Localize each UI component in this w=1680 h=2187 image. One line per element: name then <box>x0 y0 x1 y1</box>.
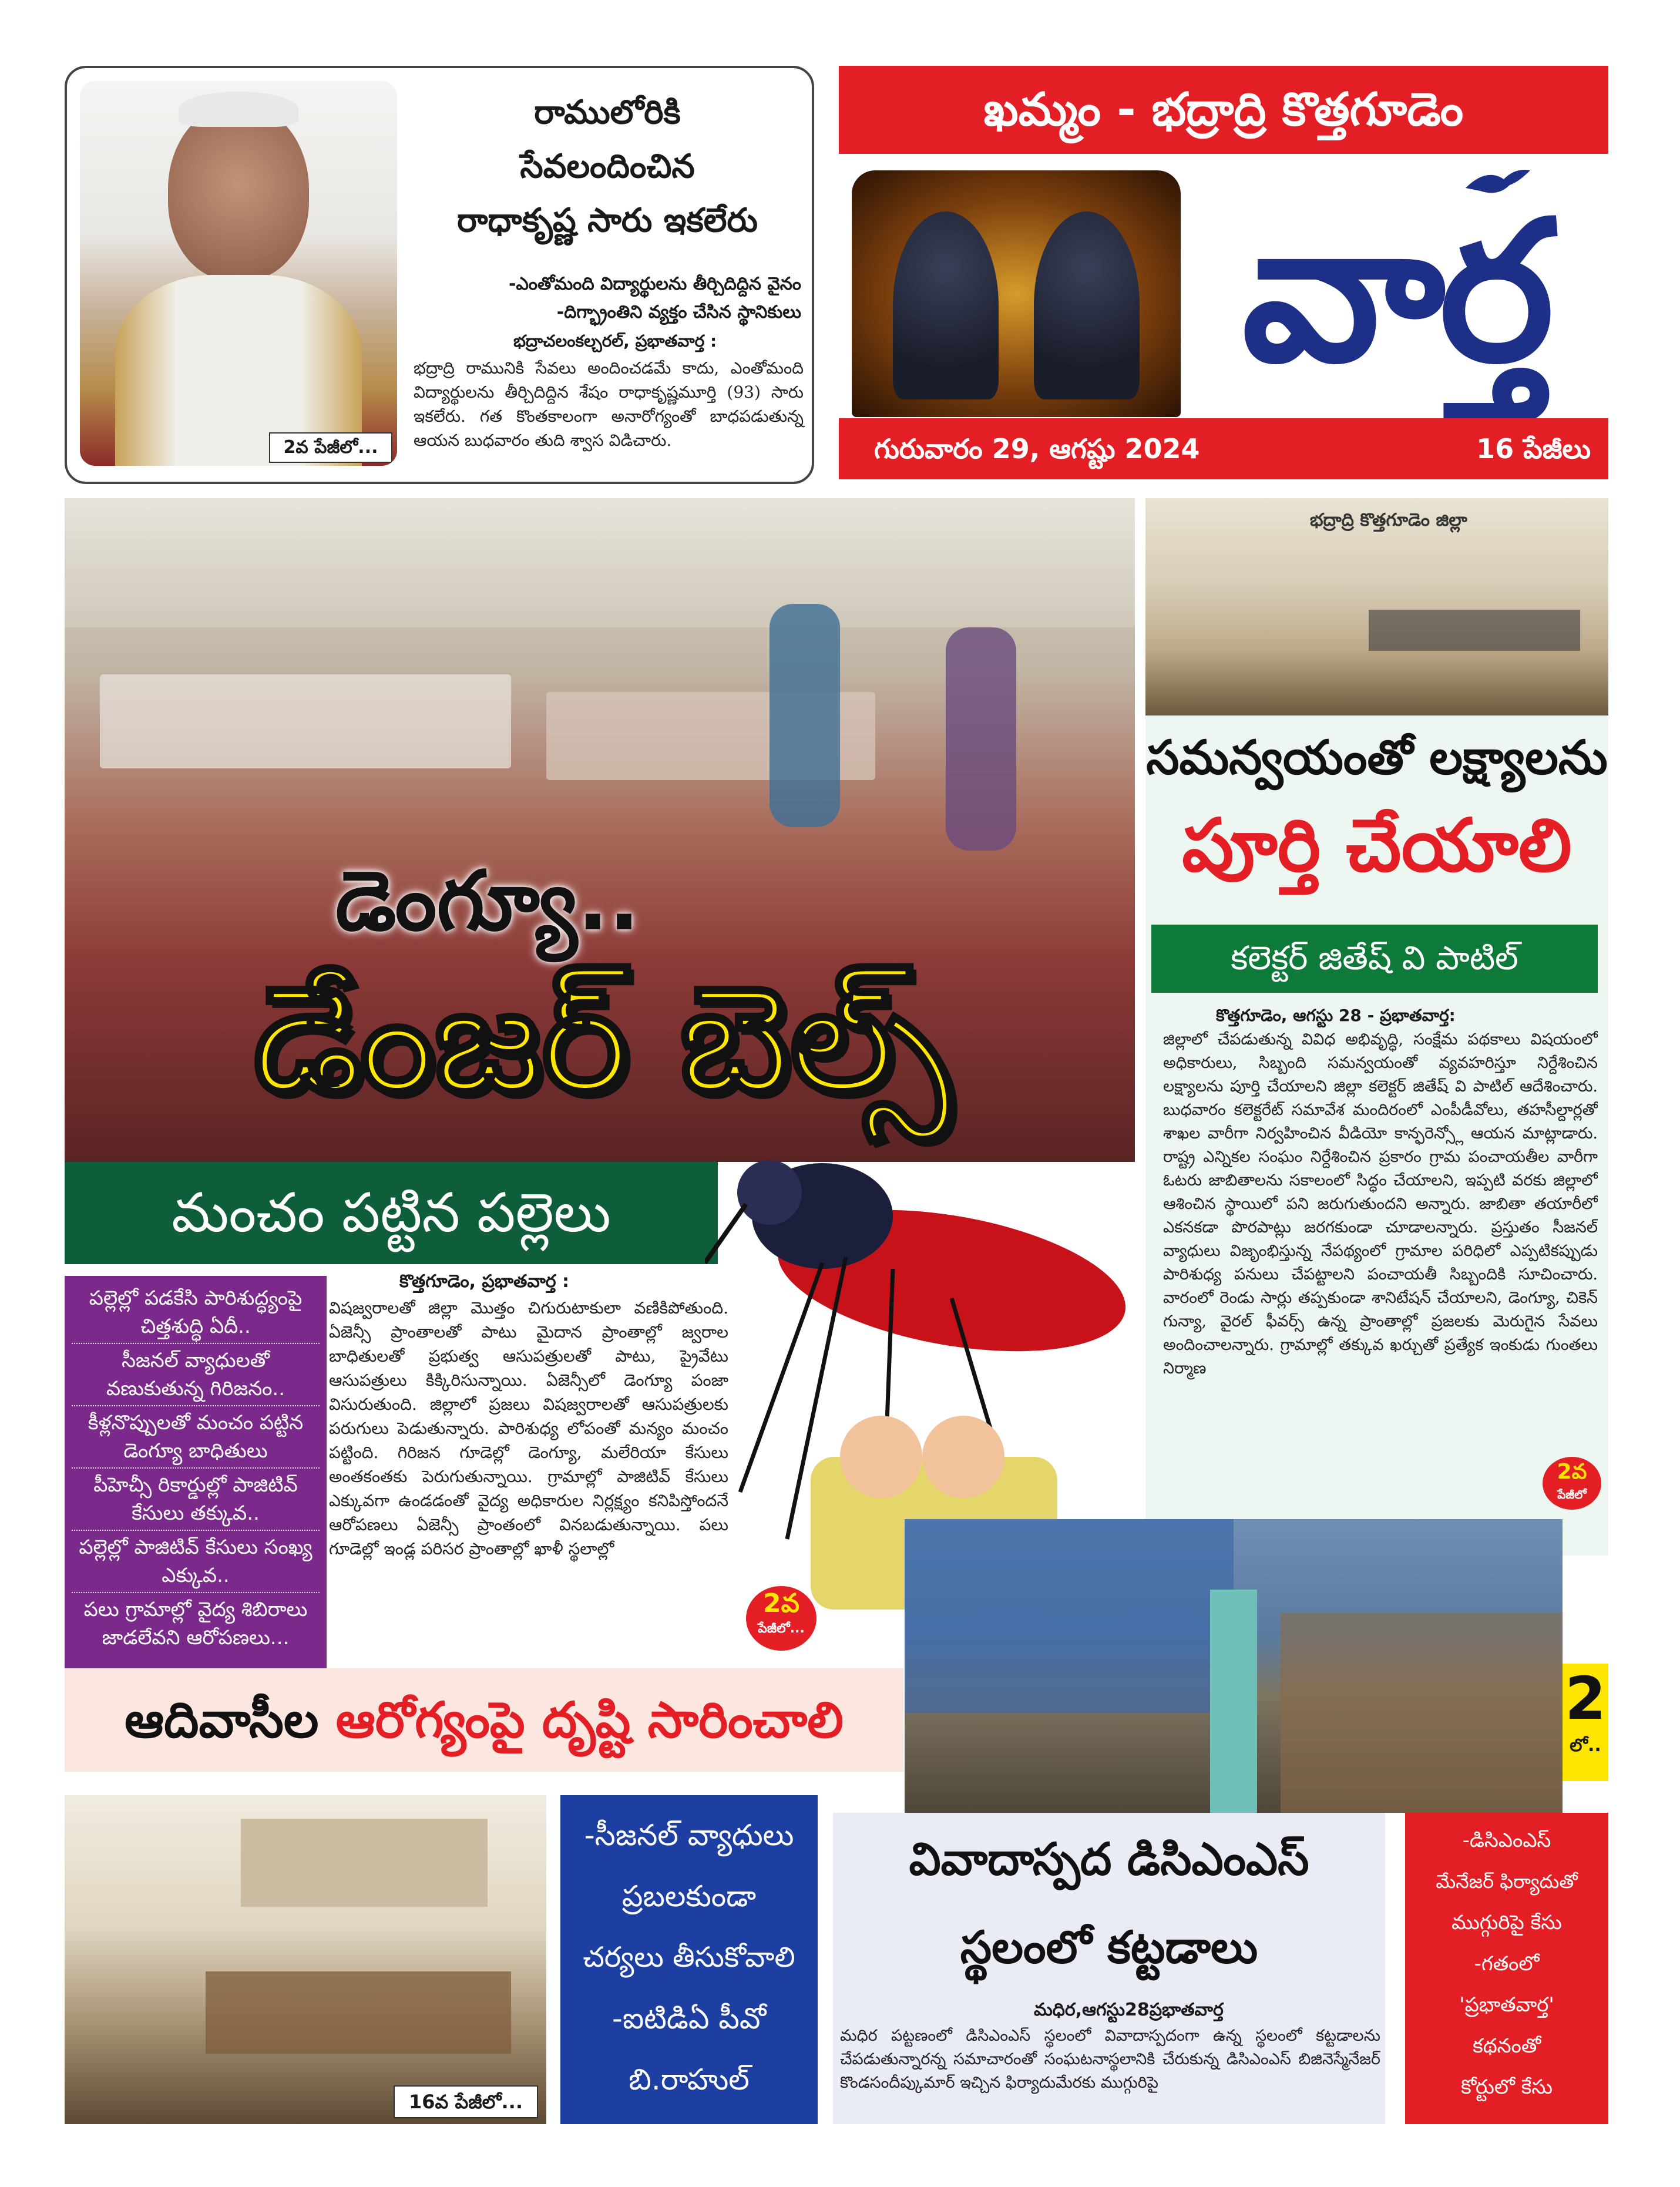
tribal-headline-bar <box>65 1668 903 1772</box>
paper-name: వార్త <box>1242 177 1548 405</box>
obituary-headline-line: రాములోరికి <box>534 93 681 132</box>
collector-page-ref-label: పేజీలో <box>1557 1487 1587 1501</box>
dengue-headline: డేంజర్ బెల్స్ <box>253 954 951 1125</box>
highlight-item: పీహెచ్సీ రికార్డుల్లో పాజిటివ్ కేసులు తక్కువ.. <box>72 1469 320 1531</box>
obituary-body: భద్రాద్రి రామునికి సేవలు అందించడమే కాదు, ఎంతోమంది విద్యార్థులను తీర్చిదిద్దిన శేషం రాధాకృష్ణమూర్తి (93) సారు ఇకలేరు. గత కొంతకాలంగా అనారోగ్యంతో బాధపడుతున్న ఆయన బుధవారం తుది శ్వాస విడిచారు. <box>414 358 804 450</box>
obituary-dateline: భద్రాచలంకల్చరల్, ప్రభాతవార్త : <box>513 331 717 351</box>
masthead-idol-image <box>852 170 1181 417</box>
date-bar <box>839 418 1608 479</box>
tribal-point: ప్రబలకుండా <box>621 1879 757 1913</box>
collector-meeting-photo <box>1145 498 1608 715</box>
collector-headline2: పూర్తి చేయాలి <box>1182 804 1572 888</box>
highlight-item: పల్లెల్లో పడకేసి పారిశుద్ధ్యంపై చిత్తశుద్ధి ఏదీ.. <box>72 1282 320 1344</box>
dcms-side-line: మేనేజర్ ఫిర్యాదుతో <box>1436 1870 1578 1893</box>
highlight-item: పలు గ్రామాల్లో వైద్య శిబిరాలు జాడలేవని ఆరోపణలు... <box>83 1598 308 1650</box>
highlight-item: సీజనల్ వ్యాధులతో వణుకుతున్న గిరిజనం.. <box>72 1344 320 1406</box>
obituary-subhead: -ఎంతోమంది విద్యార్థులను తీర్చిదిద్దిన వైనం <box>509 274 801 294</box>
obituary-headline-line: రాధాకృష్ణ సారు ఇకలేరు <box>456 201 758 240</box>
collector-strap <box>1151 925 1598 993</box>
collector-page-ref-number: 2వ <box>1557 1460 1587 1484</box>
dengue-body: విషజ్వరాలతో జిల్లా మొత్తం చిగురుటాకులా వణికిపోతుంది. ఏజెన్సీ ప్రాంతాలతో పాటు మైదాన ప్రాంతాల్లో జ్వరాల బాధితులతో ప్రభుత్వ ఆసుపత్రులతో పాటు, ప్రైవేటు ఆసుపత్రులు కిక్కిరిసున్నాయి. ఏజెన్సీలో డెంగ్యూ పంజా విసురుతుంది. జిల్లాలో ప్రజలు విషజ్వరాలతో ఆసుపత్రులకు పరుగులు పెడుతున్నారు. పారిశుధ్య లోపంతో మన్యం మంచం పట్టింది. గిరిజన గూడెల్లో డెంగ్యూ, మలేరియా కేసులు అంతకంతకు పెరుగుతున్నాయి. గ్రామాల్లో పాజిటివ్ కేసులు ఎక్కువగా ఉండడంతో వైద్య అధికారుల నిర్లక్ష్యం కనిపిస్తోందనే ఆరోపణలు ఏజెన్సీ ప్రాంతంలో వినబడుతున్నాయి. పలు గూడెల్లో ఇండ్ల పరిసర ప్రాంతాల్లో ఖాళీ స్థలాల్లో <box>329 1298 728 1558</box>
side-page-ref-number: 2 <box>1565 1664 1606 1733</box>
obituary-photo <box>80 81 397 466</box>
collector-dateline: కొత్తగూడెం, ఆగస్టు 28 - ప్రభాతవార్త: <box>1216 1006 1456 1025</box>
highlight-item: కీళ్లనొప్పులతో మంచం పట్టిన డెంగ్యూ బాధితులు <box>72 1406 320 1469</box>
dengue-page-ref[interactable] <box>746 1586 817 1651</box>
tribal-headline <box>65 1668 903 1772</box>
obituary-box <box>65 66 814 484</box>
dcms-side-line: కోర్టులో కేసు <box>1460 2075 1553 2099</box>
issue-date: గురువారం 29, ఆగష్టు 2024 <box>874 433 1200 465</box>
tribal-point: బి.రాహుల్ <box>629 2062 750 2097</box>
side-page-ref-label: లో.. <box>1570 1735 1601 1756</box>
dcms-headline1: వివాదాస్పద డిసిఎంఎస్ <box>909 1833 1309 1885</box>
collector-body: జిల్లాలో చేపడుతున్న వివిధ అభివృద్ధి, సంక్షేమ పథకాలు విషయంలో అధికారులు, సిబ్బంది సమన్వయంతో వ్యవహరిస్తూ నిర్దేశించిన లక్ష్యాలను పూర్తి చేయాలని జిల్లా కలెక్టర్ జితేష్ వి పాటిల్ ఆదేశించారు. బుధవారం కలెక్టరేట్ సమావేశ మందిరంలో ఎంపీడీవోలు, తహసీల్దార్లతో శాఖల వారీగా నిర్వహించిన వీడియో కాన్ఫరెన్స్లో ఆయన మాట్లాడారు. రాష్ట్ర ఎన్నికల సంఘం నిర్దేశించిన ప్రకారం గ్రామ పంచాయతీల వారీగా ఓటరు జాబితాలను సకాలంలో సిద్ధం చేయాలని, ఇప్పటి వరకు జిల్లాలో ఆశించిన స్థాయిలో పని జరుగుతుందని అన్నారు. జాబితా తయారీలో ఎకనకడా పొరపాట్లు జరగకుండా చూడాలన్నారు. ప్రస్తుతం సీజనల్ వ్యాధులు విజృంభిస్తున్న నేపథ్యంలో గ్రామాల పరిధిలో ఎప్పటికప్పుడు పారిశుధ్య పనులు చేపట్టాలని పంచాయతీ సిబ్బందికి సూచించారు. వారంలో రెండు సార్లు తప్పకుండా శానిటేషన్ చేయాలని, డెంగ్యూ, చికెన్ గున్యా, వైరల్ ఫీవర్స్ ఉన్న ప్రాంతాల్లో ప్రజలకు మెరుగైన సేవలు అందించాలన్నారు. గ్రామాల్లో తక్కువ ఖర్చుతో ప్రత్యేక ఇంకుడు గుంతలు నిర్మాణ <box>1163 1030 1598 1378</box>
dengue-strap <box>65 1162 718 1264</box>
dcms-side-line: -డిసిఎంఎస్ <box>1462 1829 1551 1852</box>
tribal-headline-part: ఆరోగ్యంపై దృష్టి సారించాలి <box>335 1691 844 1749</box>
edition-banner <box>839 66 1608 154</box>
collector-strap-text: కలెక్టర్ జితేష్ వి పాటిల్ <box>1231 939 1518 977</box>
dcms-dateline: మధిర,ఆగస్టు28ప్రభాతవార్త <box>1034 2000 1224 2020</box>
tribal-point: -ఐటిడిఏ పీవో <box>611 2001 767 2035</box>
page-count: 16 పేజీలు <box>1476 433 1591 465</box>
dcms-side-box <box>1405 1813 1608 2124</box>
dengue-page-ref-label: పేజీలో... <box>758 1621 805 1636</box>
tribal-page-ref[interactable]: 16వ పేజీలో... <box>394 2085 538 2118</box>
dengue-kicker: డెంగ్యూ.. <box>335 854 640 949</box>
dengue-highlights-box <box>65 1276 327 1668</box>
dengue-page-ref-number: 2వ <box>763 1588 799 1618</box>
tribal-point: చర్యలు తీసుకోవాలి <box>583 1941 795 1974</box>
paper-logo <box>1181 153 1610 429</box>
collector-page-ref[interactable] <box>1543 1457 1601 1510</box>
dcms-side-line: ముగ్గురిపై కేసు <box>1451 1911 1562 1934</box>
collector-photo-sign: భద్రాద్రి కొత్తగూడెం జిల్లా <box>1310 510 1467 530</box>
obituary-headline-line: సేవలందించిన <box>520 147 695 186</box>
side-page-ref[interactable] <box>1563 1664 1608 1781</box>
dengue-strap-text: మంచం పట్టిన పల్లెలు <box>172 1181 611 1244</box>
highlight-item: పల్లెల్లో పాజిటివ్ కేసులు సంఖ్య ఎక్కువ.. <box>72 1531 320 1593</box>
construction-site-photo <box>905 1519 1563 1813</box>
edition-name: ఖమ్మం - భద్రాద్రి కొత్తగూడెం <box>983 83 1464 136</box>
tribal-meeting-photo <box>65 1795 546 2124</box>
obituary-subheads <box>425 270 801 327</box>
tribal-point: -సీజనల్ వ్యాధులు <box>584 1818 794 1852</box>
tribal-points-box <box>560 1795 818 2124</box>
dcms-body: మధిర పట్టణంలో డిసిఎంఎస్ స్థలంలో వివాదాస్పదంగా ఉన్న స్థలంలో కట్టడాలను చేపడుతున్నారన్న సమాచారంతో సంఘటనాస్థలానికి చేరుకున్న డిసిఎంఎస్ బిజినెస్మేనేజర్ కొండసందీప్కుమార్ ఇచ్చిన ఫిర్యాదుమేరకు ముగ్గురిపై <box>840 2027 1380 2092</box>
dcms-side-line: కథనంతో <box>1472 2034 1541 2058</box>
tribal-headline-part: ఆదివాసీల <box>125 1691 319 1749</box>
collector-headline1: సమన్వయంతో లక్ష్యాలను <box>1146 730 1608 785</box>
dcms-headline2: స్థలంలో కట్టడాలు <box>960 1921 1258 1973</box>
dcms-side-line: 'ప్రభాతవార్త' <box>1459 1993 1554 2017</box>
obituary-subhead: -దిగ్భ్రాంతిని వ్యక్తం చేసిన స్థానికులు <box>556 302 801 322</box>
dcms-side-line: -గతంలో <box>1474 1952 1540 1976</box>
dengue-dateline: కొత్తగూడెం, ప్రభాతవార్త : <box>399 1271 570 1292</box>
obituary-headline <box>414 86 801 248</box>
obituary-page-ref[interactable]: 2వ పేజీలో... <box>269 432 392 463</box>
